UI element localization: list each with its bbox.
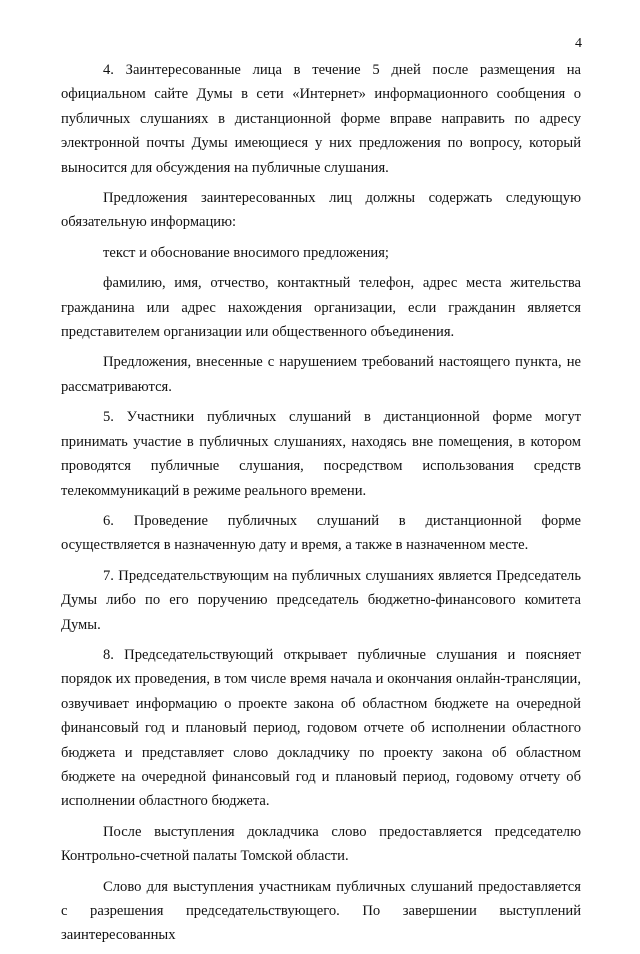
paragraph-proposal-requirements: Предложения заинтересованных лиц должны содержать следующую обязательную информацию: bbox=[61, 190, 581, 231]
paragraph-item-4: 4. Заинтересованные лица в течение 5 дней после размещения на официальном сайте Думы в сети «Интернет» информационного сообщения о публичных слушаниях в дистанционной форме вправе направить по адресу электронной почты Думы имеющиеся у них предложения по вопросу, который выносится для обсуждения на публичные слушания. bbox=[61, 62, 581, 176]
paragraph-speaking-order: Слово для выступления участникам публичных слушаний предоставляется с разрешения председательствующего. По завершении выступлений заинтересованных bbox=[61, 878, 581, 944]
page-number: 4 bbox=[575, 36, 582, 51]
paragraph-item-6: 6. Проведение публичных слушаний в дистанционной форме осуществляется в назначенную дату и время, а также в назначенном месте. bbox=[61, 512, 581, 554]
paragraph-proposal-contacts: фамилию, имя, отчество, контактный телефон, адрес места жительства гражданина или адрес нахождения организации, если гражданин является представителем организации или общественного объединения. bbox=[61, 275, 581, 341]
paragraph-item-5: 5. Участники публичных слушаний в дистанционной форме могут принимать участие в публичных слушаниях, находясь вне помещения, в котором проводятся публичные слушания, посредством использования средств телекоммуникаций в режиме реального времени. bbox=[61, 409, 581, 499]
paragraph-item-7: 7. Председательствующим на публичных слушаниях является Председатель Думы либо по его поручению председатель бюджетно-финансового комитета Думы. bbox=[61, 567, 581, 633]
paragraph-item-8: 8. Председательствующий открывает публичные слушания и поясняет порядок их проведения, в том числе время начала и окончания онлайн-трансляции, озвучивает информацию о проекте закона об областном бюджете на очередной финансовый год и плановый период, годовом отчете об исполнении областного бюджета и представляет слово докладчику по проекту закона об областном бюджете на очередной финансовый год и плановый период, годовому отчету об исполнении областного бюджета. bbox=[61, 646, 581, 810]
paragraph-proposal-text: текст и обоснование вносимого предложения; bbox=[103, 244, 389, 261]
paragraph-after-speaker: После выступления докладчика слово предоставляется председателю Контрольно-счетной палаты Томской области. bbox=[61, 823, 581, 865]
paragraph-proposal-rejection: Предложения, внесенные с нарушением требований настоящего пункта, не рассматриваются. bbox=[61, 354, 581, 395]
document-body bbox=[61, 58, 581, 954]
